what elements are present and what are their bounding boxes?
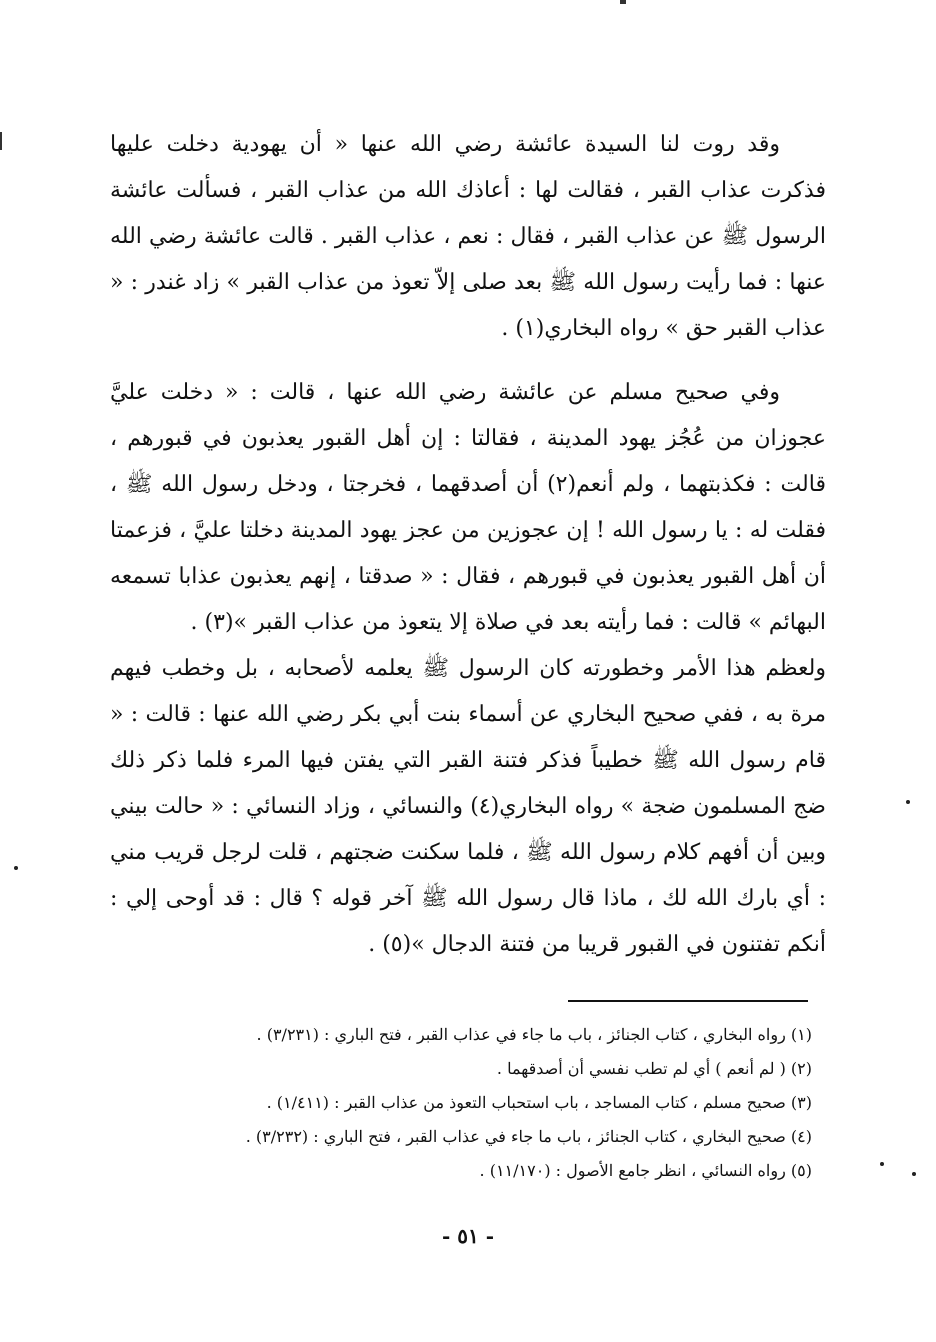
footnote-separator — [568, 1000, 808, 1002]
scan-speck — [912, 1172, 916, 1176]
footnote-5: (٥) رواه النسائي ، انظر جامع الأصول : (١١/١٧٠) . — [479, 1161, 812, 1180]
scan-speck — [880, 1162, 884, 1166]
footnote-4: (٤) صحيح البخاري ، كتاب الجنائز ، باب ما جاء في عذاب القبر ، فتح الباري : (٣/٢٣٢) . — [245, 1127, 812, 1146]
paragraph-1: وقد روت لنا السيدة عائشة رضي الله عنها « أن يهودية دخلت عليها فذكرت عذاب القبر ، فقالت لها : أعاذك الله من عذاب القبر ، فسألت عائشة الرسول ﷺ عن عذاب القبر ، فقال : نعم ، عذاب القبر . قالت عائشة رضي الله عنها : فما رأيت رسول الله ﷺ بعد صلى إلاّ تعوذ من عذاب القبر » زاد غندر : « عذاب القبر حق » رواه البخاري(١) . — [110, 132, 826, 341]
scan-speck — [14, 866, 18, 870]
scan-artifact — [0, 132, 2, 150]
scan-speck — [906, 800, 910, 804]
footnote-3: (٣) صحيح مسلم ، كتاب المساجد ، باب استحباب التعوذ من عذاب القبر : (١/٤١١) . — [266, 1093, 812, 1112]
footnote-2: (٢) ( لم أنعم ) أي لم تطب نفسي أن أصدقهما . — [496, 1059, 812, 1078]
paragraph-2: وفي صحيح مسلم عن عائشة رضي الله عنها ، قالت : « دخلت عليَّ عجوزان من عُجُز يهود المدينة ، فقالتا : إن أهل القبور يعذبون في قبورهم ، قالت : فكذبتهما ، ولم أنعم(٢) أن أصدقهما ، فخرجتا ، ودخل رسول الله ﷺ ، فقلت له : يا رسول الله ! إن عجوزين من عجز يهود المدينة دخلتا عليَّ ، فزعمتا أن أهل القبور يعذبون في قبورهم ، فقال : « صدقتا ، إنهم يعذبون عذابا تسمعه البهائم » قالت : فما رأيته بعد في صلاة إلا يتعوذ من عذاب القبر »(٣) . — [110, 380, 826, 635]
main-text-second — [110, 370, 826, 968]
scan-artifact — [620, 0, 626, 4]
footnotes — [150, 1018, 812, 1188]
footnote-1: (١) رواه البخاري ، كتاب الجنائز ، باب ما جاء في عذاب القبر ، فتح الباري : (٣/٢٣١) . — [256, 1025, 812, 1044]
page-number: - ٥١ - — [441, 1224, 494, 1248]
main-text-first — [110, 122, 826, 352]
paragraph-3: ولعظم هذا الأمر وخطورته كان الرسول ﷺ يعلمه لأصحابه ، بل وخطب فيهم مرة به ، ففي صحيح البخاري عن أسماء بنت أبي بكر رضي الله عنها : قالت : « قام رسول الله ﷺ خطيباً فذكر فتنة القبر التي يفتن فيها المرء فلما ذكر ذلك ضج المسلمون ضجة » رواه البخاري(٤) والنسائي ، وزاد النسائي : « حالت بيني وبين أن أفهم كلام رسول الله ﷺ ، فلما سكنت ضجتهم ، قلت لرجل قريب مني : أي بارك الله لك ، ماذا قال رسول الله ﷺ آخر قوله ؟ قال : قد أوحى إلي : أنكم تفتنون في القبور قريبا من فتنة الدجال »(٥) . — [110, 656, 826, 957]
